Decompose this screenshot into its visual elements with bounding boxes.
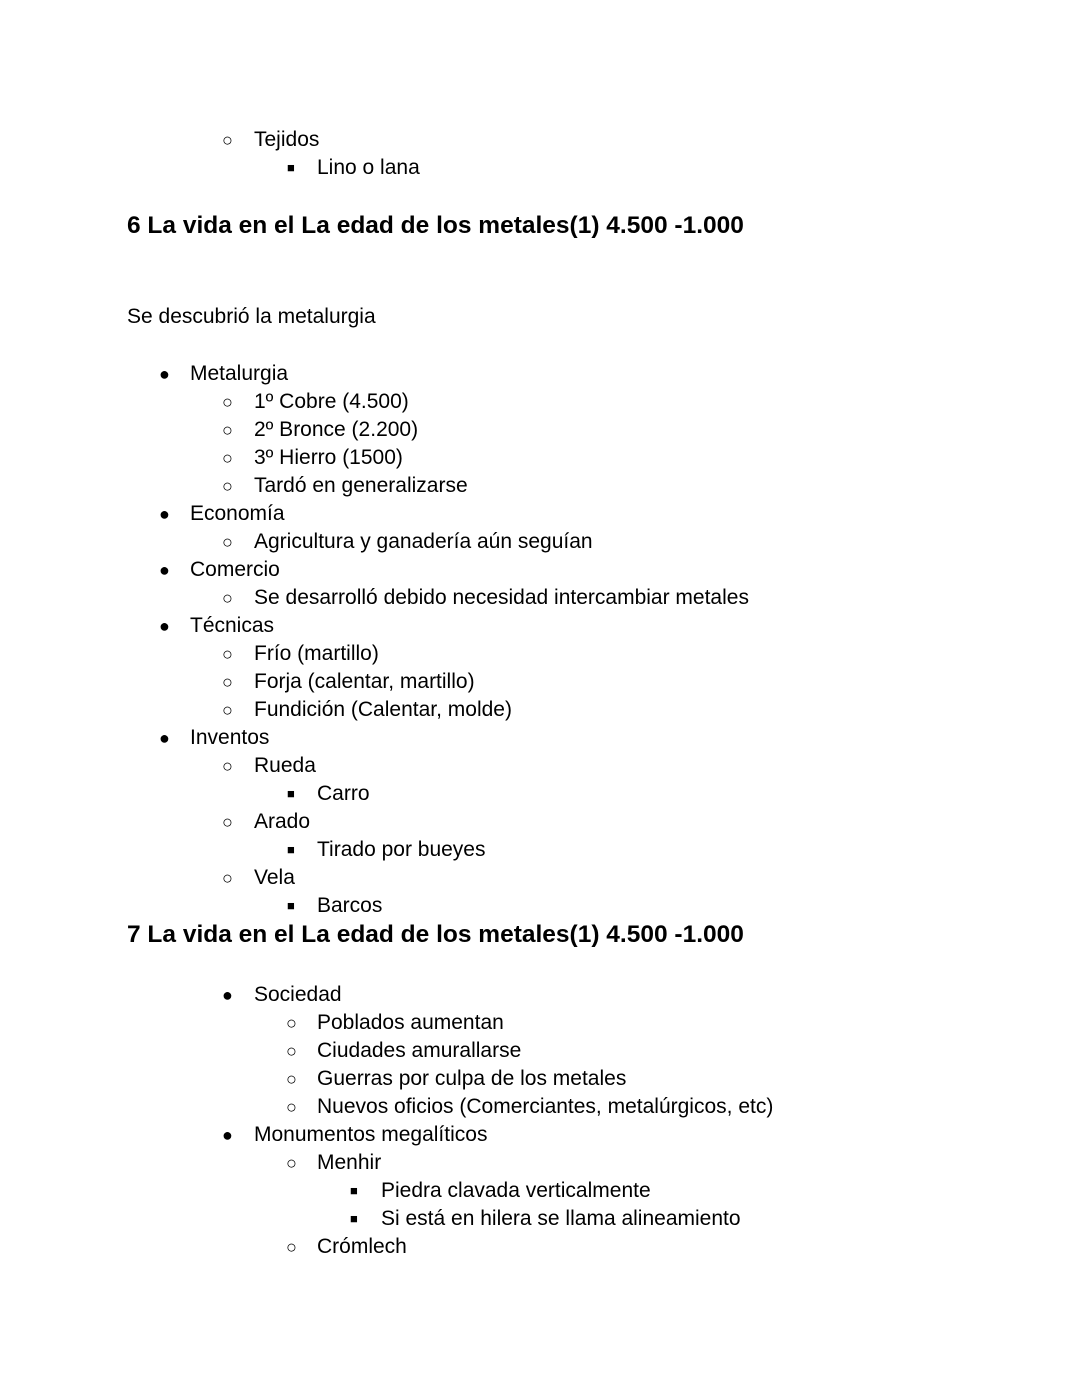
list-item-desarrollo: Se desarrolló debido necesidad intercambiar metales: [254, 586, 749, 609]
list-item-inventos: Inventos: [190, 726, 270, 749]
list-item-agricultura: Agricultura y ganadería aún seguían: [254, 530, 593, 553]
list-item-guerras: Guerras por culpa de los metales: [317, 1067, 627, 1090]
list-item-tirado: Tirado por bueyes: [317, 838, 486, 861]
list-item-carro: Carro: [317, 782, 370, 805]
list-item-comercio: Comercio: [190, 558, 280, 581]
bullet-circle: ○: [286, 1097, 297, 1117]
bullet-disc: ●: [159, 560, 170, 580]
list-item-bronce: 2º Bronce (2.200): [254, 418, 419, 441]
bullet-circle: ○: [286, 1153, 297, 1173]
bullet-circle: ○: [222, 588, 233, 608]
list-item-lino: Lino o lana: [317, 156, 420, 179]
bullet-circle: ○: [222, 672, 233, 692]
bullet-disc: ●: [159, 616, 170, 636]
list-item-poblados: Poblados aumentan: [317, 1011, 504, 1034]
bullet-circle: ○: [222, 532, 233, 552]
bullet-circle: ○: [286, 1237, 297, 1257]
bullet-circle: ○: [222, 392, 233, 412]
list-item-vela: Vela: [254, 866, 295, 889]
bullet-square: ■: [287, 786, 295, 801]
list-item-metalurgia: Metalurgia: [190, 362, 289, 385]
bullet-square: ■: [287, 898, 295, 913]
list-item-tejidos: Tejidos: [254, 128, 320, 151]
list-item-oficios: Nuevos oficios (Comerciantes, metalúrgicos, etc): [317, 1095, 774, 1118]
section-6-intro: Se descubrió la metalurgia: [127, 305, 376, 328]
bullet-circle: ○: [222, 420, 233, 440]
bullet-circle: ○: [222, 476, 233, 496]
list-item-frio: Frío (martillo): [254, 642, 379, 665]
list-item-cromlech: Crómlech: [317, 1235, 407, 1258]
list-item-ciudades: Ciudades amurallarse: [317, 1039, 522, 1062]
bullet-square: ■: [287, 842, 295, 857]
bullet-disc: ●: [222, 985, 233, 1005]
bullet-circle: ○: [222, 130, 233, 150]
bullet-circle: ○: [222, 812, 233, 832]
bullet-circle: ○: [286, 1041, 297, 1061]
list-item-sociedad: Sociedad: [254, 983, 342, 1006]
list-item-hilera: Si está en hilera se llama alineamiento: [381, 1207, 741, 1230]
bullet-square: ■: [350, 1211, 358, 1226]
bullet-circle: ○: [286, 1013, 297, 1033]
bullet-square: ■: [350, 1183, 358, 1198]
list-item-monumentos: Monumentos megalíticos: [254, 1123, 488, 1146]
bullet-circle: ○: [286, 1069, 297, 1089]
list-item-barcos: Barcos: [317, 894, 383, 917]
list-item-fundicion: Fundición (Calentar, molde): [254, 698, 512, 721]
list-item-arado: Arado: [254, 810, 311, 833]
bullet-circle: ○: [222, 644, 233, 664]
list-item-hierro: 3º Hierro (1500): [254, 446, 403, 469]
list-item-rueda: Rueda: [254, 754, 316, 777]
list-item-cobre: 1º Cobre (4.500): [254, 390, 409, 413]
bullet-disc: ●: [222, 1125, 233, 1145]
list-item-economia: Economía: [190, 502, 285, 525]
list-item-tardo: Tardó en generalizarse: [254, 474, 468, 497]
section-6-heading: 6 La vida en el La edad de los metales(1) 4.500 -1.000: [127, 212, 744, 239]
bullet-square: ■: [287, 160, 295, 175]
bullet-disc: ●: [159, 504, 170, 524]
list-item-tecnicas: Técnicas: [190, 614, 275, 637]
bullet-circle: ○: [222, 448, 233, 468]
list-item-piedra: Piedra clavada verticalmente: [381, 1179, 651, 1202]
bullet-circle: ○: [222, 700, 233, 720]
list-item-menhir: Menhir: [317, 1151, 382, 1174]
bullet-disc: ●: [159, 728, 170, 748]
bullet-circle: ○: [222, 756, 233, 776]
section-7-heading: 7 La vida en el La edad de los metales(1) 4.500 -1.000: [127, 921, 744, 948]
list-item-forja: Forja (calentar, martillo): [254, 670, 475, 693]
bullet-disc: ●: [159, 364, 170, 384]
bullet-circle: ○: [222, 868, 233, 888]
